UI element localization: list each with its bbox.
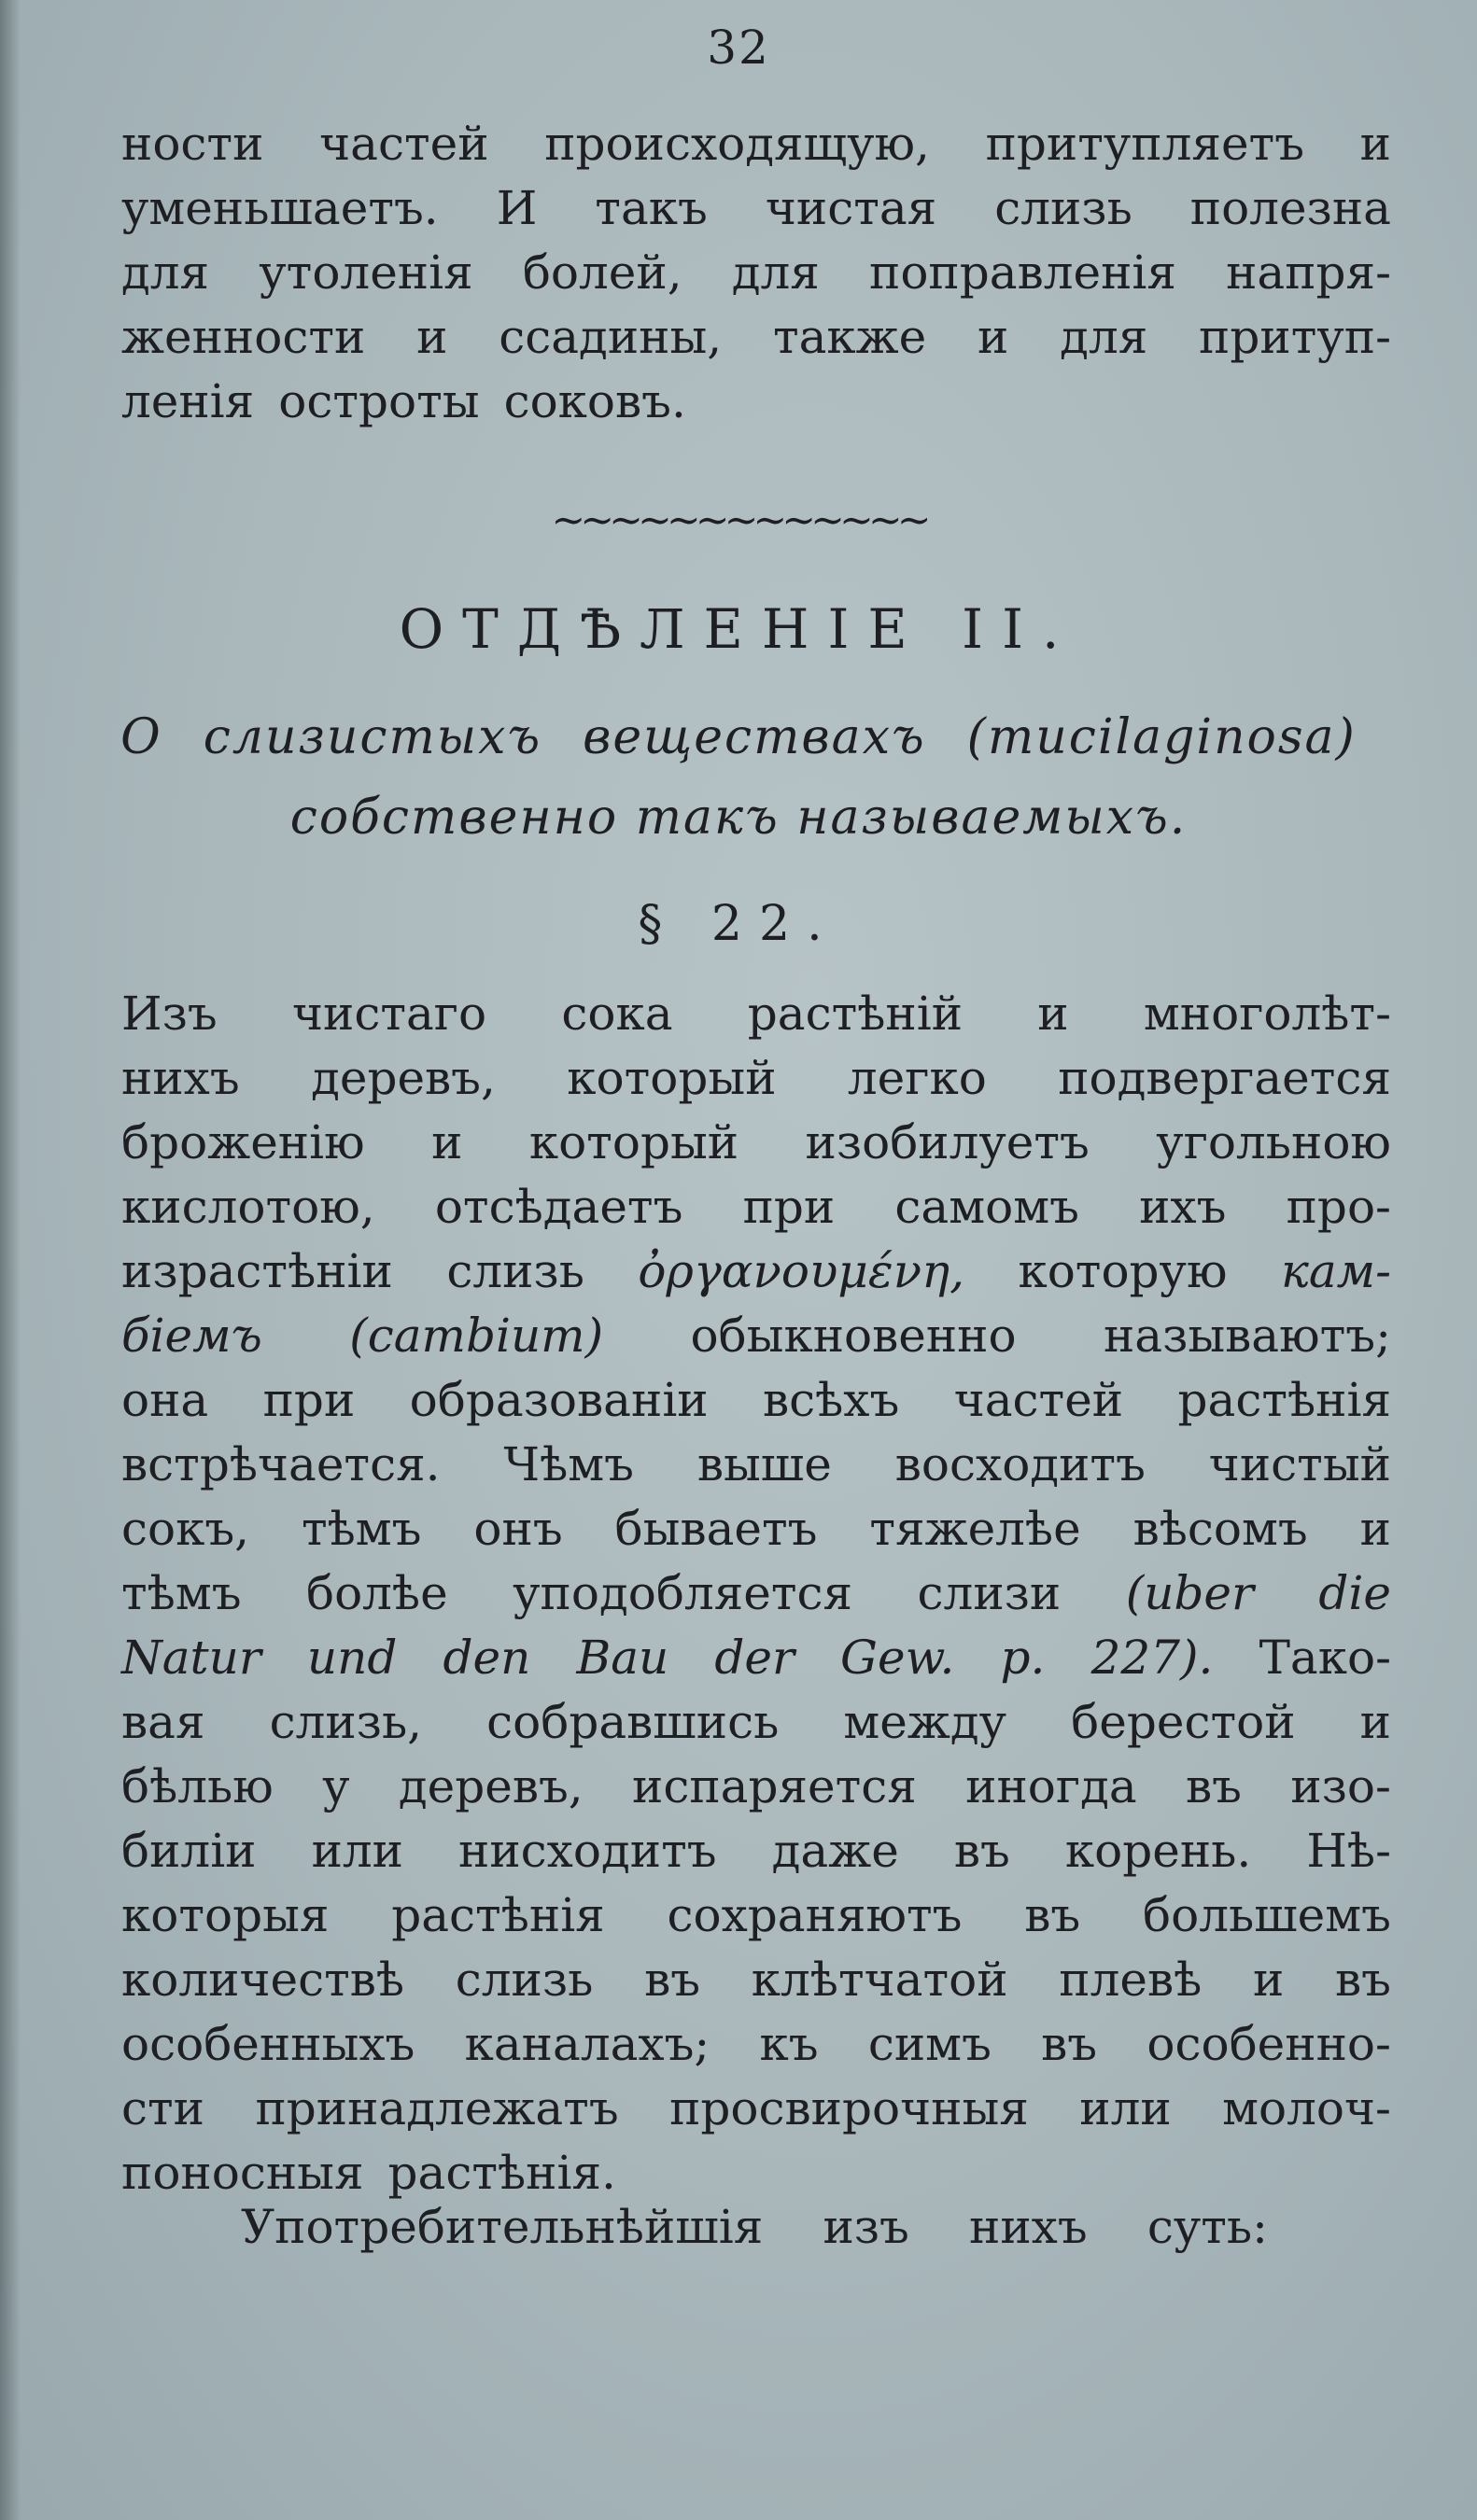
subtitle-word: слизистыхъ <box>203 709 542 765</box>
word: напря- <box>1226 245 1391 300</box>
text-line <box>121 241 1391 305</box>
word: деревъ, <box>311 1051 496 1105</box>
word: и <box>1359 1502 1391 1556</box>
word: образованіи <box>409 1373 709 1427</box>
word: отсѣдаетъ <box>434 1180 683 1234</box>
word: und <box>306 1631 398 1685</box>
word: который <box>528 1115 739 1169</box>
closing-line <box>241 2195 1268 2260</box>
subtitle-word: веществахъ <box>583 709 926 765</box>
word: Употребительнѣйшія <box>241 2200 764 2254</box>
page-number: 32 <box>707 21 770 75</box>
word: въ <box>1024 1888 1081 1942</box>
word: происходящую, <box>544 117 930 171</box>
word: слизь, <box>269 1695 423 1749</box>
word: встрѣчается. <box>121 1437 441 1491</box>
word: всѣхъ <box>763 1373 900 1427</box>
word: тѣмъ <box>301 1502 422 1556</box>
word: частей <box>319 117 489 171</box>
text-line <box>121 1561 1391 1626</box>
main-paragraph <box>121 982 1391 2205</box>
word: частей <box>953 1373 1124 1427</box>
word: Нѣ- <box>1306 1824 1391 1878</box>
text-line <box>121 982 1391 1046</box>
subtitle-word: О <box>120 709 162 765</box>
word: остроты <box>278 374 480 428</box>
word: біемъ <box>121 1309 262 1363</box>
word: испаряется <box>632 1759 917 1813</box>
word: количествѣ <box>121 1953 405 2007</box>
continued-paragraph <box>121 112 1391 434</box>
word: нисходитъ <box>458 1824 717 1878</box>
word: или <box>311 1824 403 1878</box>
word: называютъ; <box>1103 1309 1391 1363</box>
word: вая <box>121 1695 205 1749</box>
word: легко <box>847 1051 987 1105</box>
word: чистая <box>765 181 937 235</box>
word: при <box>742 1180 836 1234</box>
word: болѣе <box>305 1566 448 1620</box>
word: сохраняютъ <box>667 1888 963 1942</box>
word: растѣнія <box>391 1888 605 1942</box>
word: сока <box>561 987 673 1041</box>
word: женности <box>121 310 366 364</box>
word: ленія <box>121 374 255 428</box>
word: изобилуетъ <box>805 1115 1090 1169</box>
word: болей, <box>522 245 682 300</box>
word: въ <box>953 1824 1010 1878</box>
word: выше <box>696 1437 832 1491</box>
word: корень. <box>1064 1824 1252 1878</box>
word: про- <box>1286 1180 1391 1234</box>
text-line <box>121 112 1391 176</box>
word: чистаго <box>291 987 487 1041</box>
text-line <box>121 1755 1391 1819</box>
word: и <box>978 310 1009 364</box>
text-line <box>121 1433 1391 1497</box>
word: для <box>1060 310 1148 364</box>
word: слизь <box>455 1953 594 2007</box>
word: den <box>443 1631 531 1685</box>
word: плевѣ <box>1059 1953 1203 2007</box>
text-line <box>121 370 1391 434</box>
word: большемъ <box>1143 1888 1391 1942</box>
word: Тако- <box>1259 1631 1391 1685</box>
word: der <box>714 1631 795 1685</box>
word: растѣній <box>747 987 964 1041</box>
text-line <box>121 1819 1391 1883</box>
word: и <box>1359 117 1391 171</box>
text-line <box>121 1239 1391 1304</box>
word: она <box>121 1373 209 1427</box>
word: особенно- <box>1146 2017 1391 2071</box>
text-line <box>121 1175 1391 1239</box>
word: (uber <box>1125 1566 1254 1620</box>
word: слизь <box>994 181 1132 235</box>
word: угольною <box>1156 1115 1391 1169</box>
text-line <box>121 2012 1391 2077</box>
word: или <box>1079 2081 1172 2135</box>
text-line <box>241 2195 1268 2260</box>
word: соковъ. <box>503 374 686 428</box>
word: и <box>416 310 448 364</box>
word: Gew. <box>840 1631 955 1685</box>
word: и <box>1359 1695 1391 1749</box>
word: при <box>262 1373 356 1427</box>
section-title: ОТДѢЛЕНІЕ II. <box>399 597 1078 661</box>
word: притуп- <box>1199 310 1391 364</box>
word: онъ <box>473 1502 563 1556</box>
word: подвергается <box>1058 1051 1391 1105</box>
word: Natur <box>121 1631 261 1685</box>
word: сокъ, <box>121 1502 250 1556</box>
word: ссадины, <box>499 310 723 364</box>
word: нихъ <box>121 1051 240 1105</box>
word: уменьшаетъ. <box>121 181 439 235</box>
text-line <box>121 305 1391 370</box>
word: утоленія <box>259 245 473 300</box>
word: поправленія <box>869 245 1176 300</box>
word: для <box>121 245 210 300</box>
text-line <box>121 1948 1391 2012</box>
word: кислотою, <box>121 1180 375 1234</box>
word: симъ <box>867 2017 992 2071</box>
word: каналахъ; <box>464 2017 710 2071</box>
word: въ <box>1335 1953 1391 2007</box>
word: собравшись <box>486 1695 780 1749</box>
word: Bau <box>576 1631 669 1685</box>
word: кам- <box>1280 1244 1391 1298</box>
text-line <box>121 1111 1391 1175</box>
word: чистый <box>1208 1437 1391 1491</box>
word: и <box>1037 987 1069 1041</box>
word: (cambium) <box>349 1309 604 1363</box>
word: иногда <box>965 1759 1137 1813</box>
word: броженію <box>121 1115 365 1169</box>
section-subtitle-line2: собственно такъ называемыхъ. <box>289 790 1188 846</box>
word: самомъ <box>894 1180 1079 1234</box>
word: которыя <box>121 1888 330 1942</box>
word: изо- <box>1290 1759 1391 1813</box>
ornament-divider: ~~~~~~~~~~~~~ <box>551 497 926 544</box>
word: въ <box>1186 1759 1242 1813</box>
word: p. <box>1000 1631 1046 1685</box>
word: тяжелѣе <box>869 1502 1081 1556</box>
word: растѣнія. <box>387 2146 616 2200</box>
word: растѣнія <box>1177 1373 1391 1427</box>
word: и <box>431 1115 463 1169</box>
text-line <box>121 1304 1391 1368</box>
word: даже <box>771 1824 899 1878</box>
word: Изъ <box>121 987 218 1041</box>
word: притупляетъ <box>985 117 1305 171</box>
word: И <box>496 181 538 235</box>
text-line <box>121 1690 1391 1755</box>
section-subtitle-line1 <box>0 709 1477 765</box>
word: въ <box>644 1953 701 2007</box>
word: у <box>322 1759 350 1813</box>
word: который <box>567 1051 777 1105</box>
word: ὀργανουμένη, <box>638 1244 964 1298</box>
text-line <box>121 176 1391 241</box>
word: въ <box>1041 2017 1098 2071</box>
word: которую <box>1018 1244 1228 1298</box>
text-line <box>121 1626 1391 1690</box>
subtitle-word: (mucilaginosa) <box>966 709 1357 765</box>
word: поносныя <box>121 2146 364 2200</box>
word: между <box>843 1695 1007 1749</box>
word: берестой <box>1071 1695 1296 1749</box>
word: бѣлью <box>121 1759 274 1813</box>
word: и <box>1252 1953 1285 2007</box>
text-line <box>121 1046 1391 1111</box>
word: вѣсомъ <box>1132 1502 1308 1556</box>
text-line <box>121 1883 1391 1948</box>
word: слизь <box>446 1244 584 1298</box>
word: обыкновенно <box>690 1309 1017 1363</box>
word: изъ <box>823 2200 909 2254</box>
word: полезна <box>1189 181 1391 235</box>
word: для <box>731 245 820 300</box>
word: суть: <box>1146 2200 1268 2254</box>
word: клѣтчатой <box>751 1953 1008 2007</box>
word: биліи <box>121 1824 257 1878</box>
word: слизи <box>917 1566 1062 1620</box>
word: сти <box>121 2081 204 2135</box>
word: израстѣніи <box>121 1244 393 1298</box>
word: ности <box>121 117 264 171</box>
word: Чѣмъ <box>503 1437 634 1491</box>
word: къ <box>759 2017 819 2071</box>
text-line <box>121 1368 1391 1433</box>
word: ихъ <box>1139 1180 1227 1234</box>
word: многолѣт- <box>1143 987 1391 1041</box>
word: тѣмъ <box>121 1566 242 1620</box>
text-line <box>121 2077 1391 2141</box>
word: бываетъ <box>614 1502 818 1556</box>
word: просвирочныя <box>669 2081 1029 2135</box>
word: die <box>1318 1566 1391 1620</box>
word: молоч- <box>1222 2081 1391 2135</box>
word: восходитъ <box>894 1437 1146 1491</box>
word: такъ <box>595 181 708 235</box>
word: нихъ <box>969 2200 1088 2254</box>
word: уподобляется <box>513 1566 853 1620</box>
word: 227). <box>1090 1631 1214 1685</box>
text-line <box>121 1497 1391 1561</box>
paragraph-number: § 22. <box>638 896 839 952</box>
word: также <box>772 310 927 364</box>
word: принадлежатъ <box>255 2081 619 2135</box>
word: особенныхъ <box>121 2017 415 2071</box>
word: деревъ, <box>398 1759 584 1813</box>
